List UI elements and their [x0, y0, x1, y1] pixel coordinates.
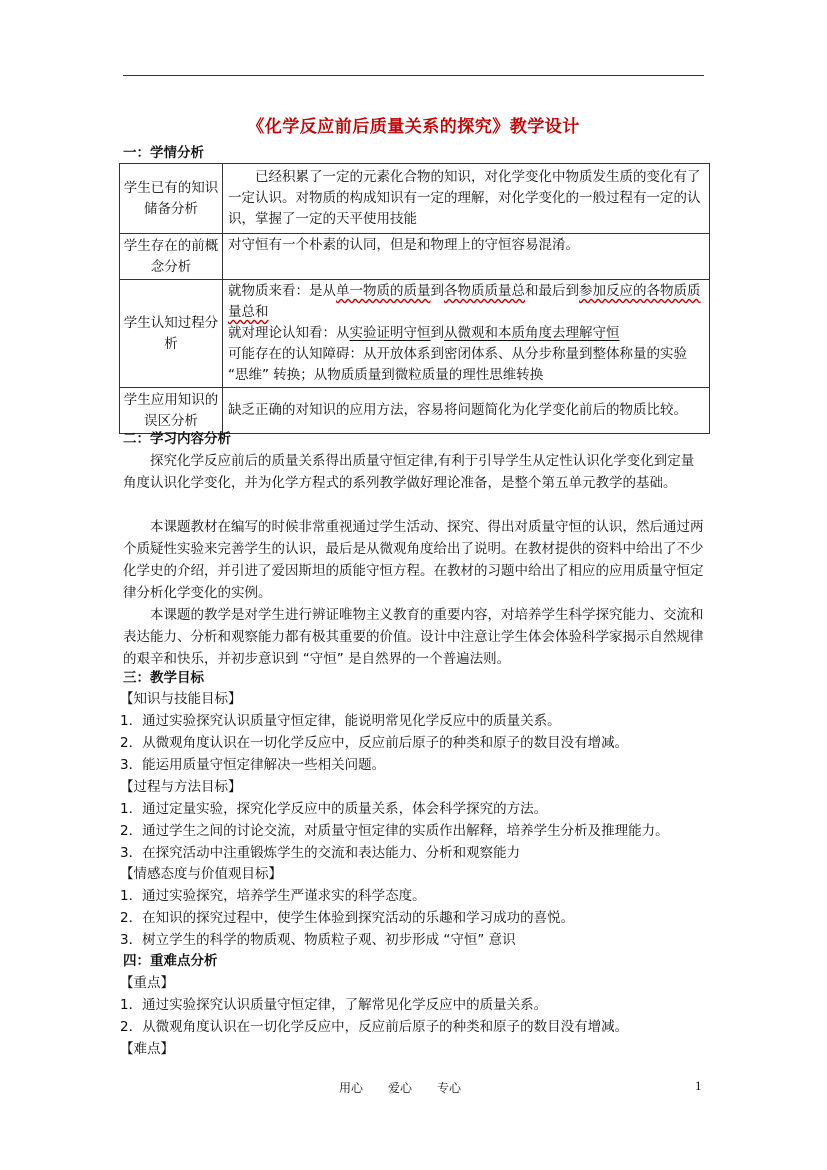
list-item: 2．通过学生之间的讨论交流，对质量守恒定律的实质作出解释，培养学生分析及推理能力。 [120, 823, 669, 839]
text-segment: 到 [430, 283, 444, 299]
table-row [120, 234, 710, 280]
row-value: 对守恒有一个朴素的认同，但是和物理上的守恒容易混淆。 [223, 234, 710, 280]
section-heading-1: 一：学情分析 [123, 145, 204, 161]
list-item: 3．在探究活动中注重锻炼学生的交流和表达能力、分析和观察能力 [120, 845, 521, 861]
list-item: 2．从微观角度认识在一切化学反应中，反应前后原子的种类和原子的数目没有增减。 [120, 735, 629, 751]
list-item: 1．通过实验探究认识质量守恒定律，能说明常见化学反应中的质量关系。 [120, 713, 561, 729]
subheading: 【过程与方法目标】 [120, 779, 242, 795]
table-row [120, 388, 710, 434]
row-label: 学生已有的知识储备分析 [120, 164, 223, 234]
text-segment: 到 [430, 325, 444, 341]
section-heading-2: 二：学习内容分析 [123, 431, 231, 447]
row-label: 学生认知过程分析 [120, 280, 223, 388]
paragraph: 探究化学反应前后的质量关系得出质量守恒定律,有利于引导学生从定性认识化学变化到定量角度认识化学变化，并为化学方程式的系列教学做好理论准备，是整个第五单元教学的基础。 [123, 453, 695, 491]
page-number: 1 [695, 1078, 702, 1093]
subheading: 【难点】 [120, 1041, 174, 1057]
paragraph: 本课题教材在编写的时候非常重视通过学生活动、探究、得出对质量守恒的认识，然后通过两个质疑性实验来完善学生的认识，最后是从微观角度给出了说明。在教材提供的资料中给出了不少化学史的介绍，并引进了爱因斯坦的质能守恒方程。在教材的习题中给出了相应的应用质量守恒定律分析化学变化的实例。 [123, 519, 704, 601]
underlined-text: 单一物质的质量 [336, 283, 431, 299]
underlined-text: 各物质质量总 [444, 283, 525, 299]
paragraph: 本课题的教学是对学生进行辨证唯物主义教育的重要内容，对培养学生科学探究能力、交流和表达能力、分析和观察能力都有极其重要的价值。设计中注意让学生体会体验科学家揭示自然规律的艰辛和快乐，并初步意识到 “守恒” 是自然界的一个普遍法则。 [123, 607, 704, 667]
text-segment: 就物质来看：是从 [228, 283, 336, 299]
underlined-text: 从微观和本质角度去理解守恒 [444, 325, 620, 341]
row-value: 缺乏正确的对知识的应用方法，容易将问题简化为化学变化前后的物质比较。 [223, 388, 710, 434]
footer-motto-1: 用心 [339, 1081, 364, 1095]
list-item: 3．能运用质量守恒定律解决一些相关问题。 [120, 757, 386, 773]
cognition-line-3: 可能存在的认知障碍：从开放体系到密闭体系、从分步称量到整体称量的实验 “思维” 转换；从物质质量到微粒质量的理性思维转换 [228, 346, 687, 383]
subheading: 【知识与技能目标】 [120, 691, 242, 707]
cognition-line-2 [228, 323, 705, 344]
header-rule [123, 75, 704, 76]
row-label: 学生存在的前概念分析 [120, 234, 223, 280]
text-segment: 和最后到 [525, 283, 579, 299]
list-item: 2．在知识的探究过程中，使学生体验到探究活动的乐趣和学习成功的喜悦。 [120, 910, 575, 926]
list-item: 1．通过定量实验，探究化学反应中的质量关系，体会科学探究的方法。 [120, 801, 548, 817]
underlined-text: 参加反应的各物质质量总和 [228, 283, 701, 320]
underlined-text: 实验证明守恒 [349, 325, 431, 341]
list-item: 3．树立学生的科学的物质观、物质粒子观、初步形成 “守恒” 意识 [120, 932, 516, 948]
subheading: 【重点】 [120, 975, 174, 991]
footer-motto-3: 专心 [437, 1081, 462, 1095]
row-label: 学生应用知识的误区分析 [120, 388, 223, 434]
list-item: 1．通过实验探究，培养学生严谨求实的科学态度。 [120, 888, 426, 904]
row-value: 已经积累了一定的元素化合物的知识，对化学变化中物质发生质的变化有了一定认识。对物质的构成知识有一定的理解，对化学变化的一般过程有一定的认识，掌握了一定的天平使用技能 [223, 164, 710, 234]
section-heading-3: 三：教学目标 [123, 670, 204, 686]
list-item: 1．通过实验探究认识质量守恒定律，了解常见化学反应中的质量关系。 [120, 997, 548, 1013]
subheading: 【情感态度与价值观目标】 [120, 866, 282, 882]
table-row [120, 164, 710, 234]
table-row [120, 280, 710, 388]
list-item: 2．从微观角度认识在一切化学反应中，反应前后原子的种类和原子的数目没有增减。 [120, 1019, 629, 1035]
cognition-line-1 [228, 281, 705, 323]
footer-motto-2: 爱心 [388, 1081, 413, 1095]
row-value [223, 280, 710, 388]
text-segment: 就对理论认知看：从 [228, 325, 350, 341]
document-title: 《化学反应前后质量关系的探究》教学设计 [247, 117, 580, 137]
section-heading-4: 四：重难点分析 [123, 953, 218, 969]
learner-analysis-table [119, 163, 710, 434]
